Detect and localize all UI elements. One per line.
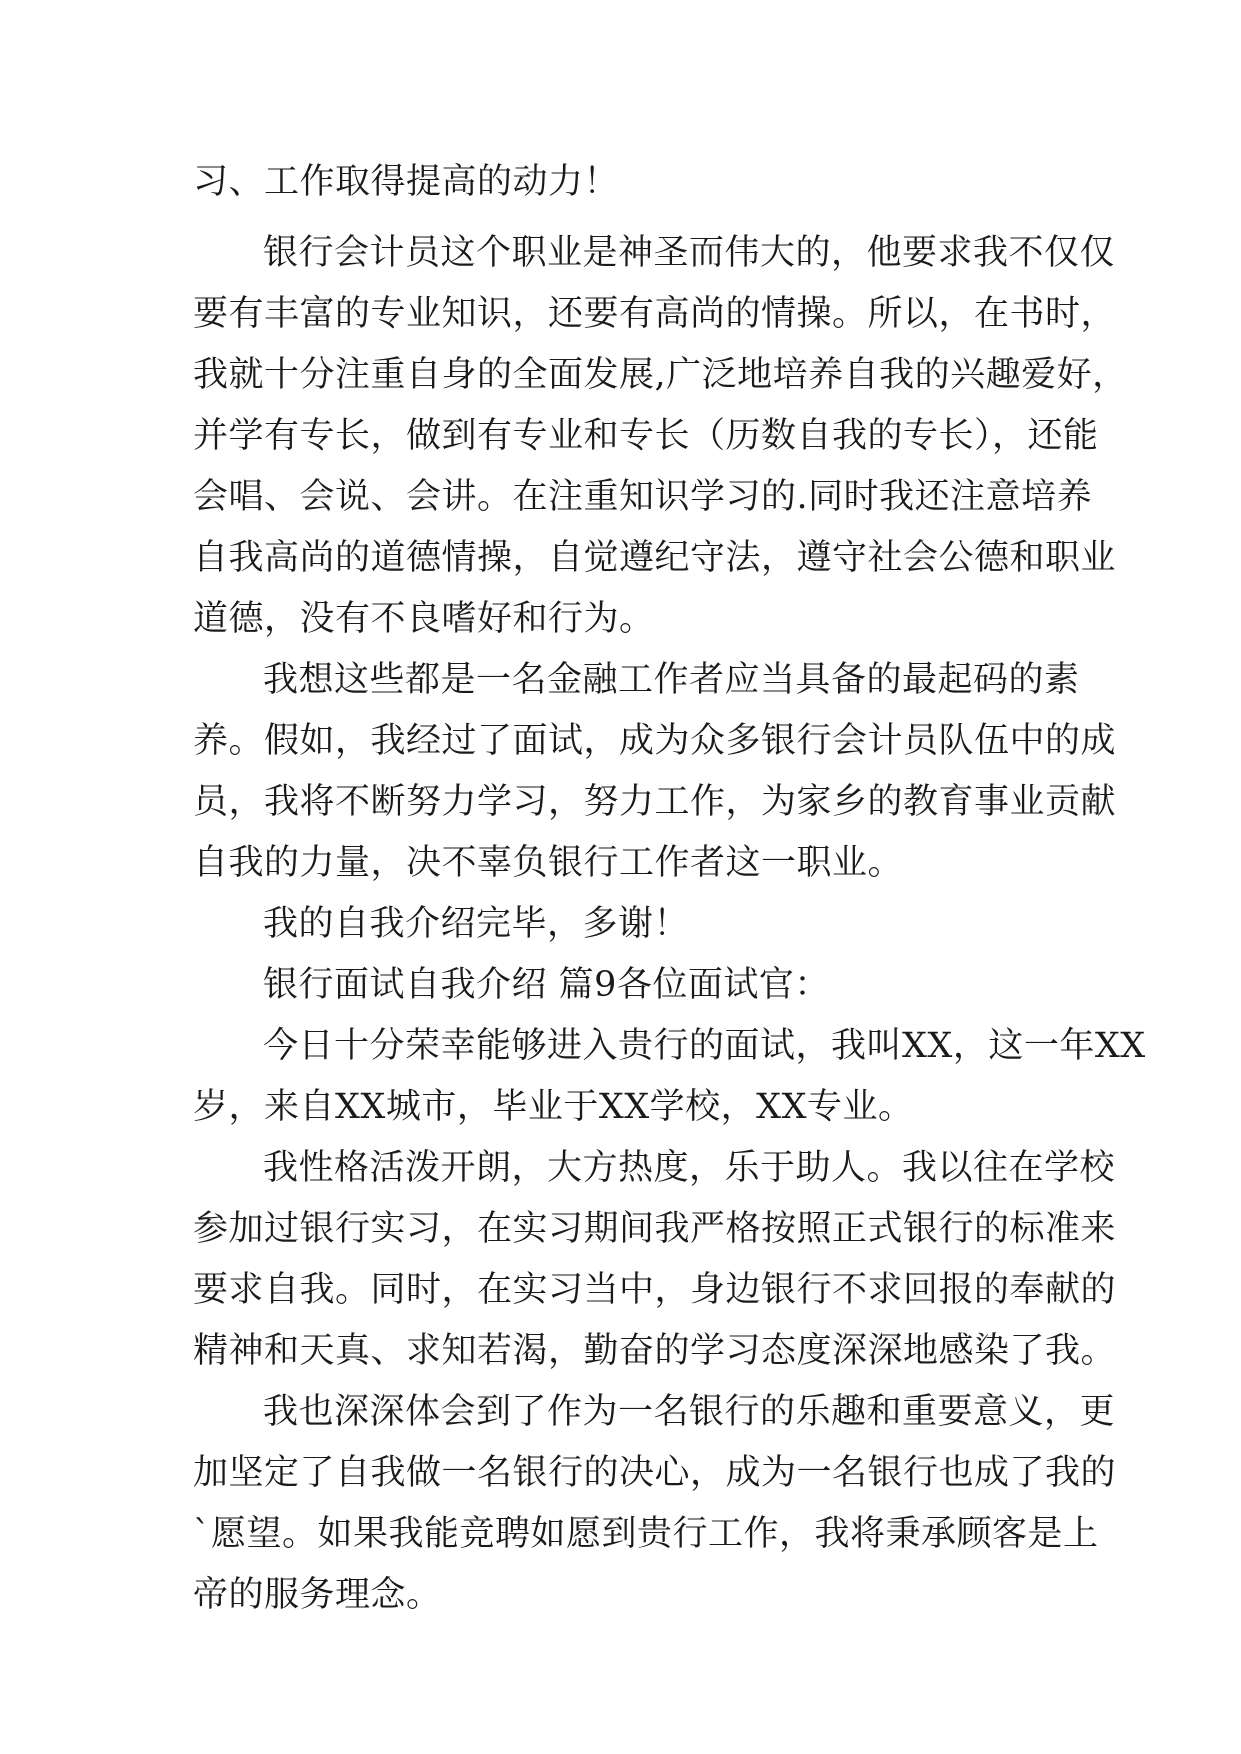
text-line: 自我高尚的道德情操，自觉遵纪守法，遵守社会公德和职业: [193, 538, 1117, 578]
text-line: 要有丰富的专业知识，还要有高尚的情操。所以，在书时，: [193, 294, 1117, 334]
text-line: 要求自我。同时，在实习当中，身边银行不求回报的奉献的: [193, 1270, 1117, 1310]
text-line: 习、工作取得提高的动力！: [193, 162, 620, 202]
text-line: 自我的力量，决不辜负银行工作者这一职业。: [193, 843, 904, 883]
body-text: [193, 154, 1146, 1623]
paragraph-start-line: 我也深深体会到了作为一名银行的乐趣和重要意义，更: [263, 1392, 1116, 1432]
section-heading: 银行面试自我介绍 篇9各位面试官：: [263, 965, 830, 1005]
text-line: 员，我将不断努力学习，努力工作，为家乡的教育事业贡献: [193, 782, 1117, 822]
text-line: 道德，没有不良嗜好和行为。: [193, 599, 655, 639]
text-line: 精神和天真、求知若渴，勤奋的学习态度深深地感染了我。: [193, 1331, 1117, 1371]
text-line: 养。假如，我经过了面试，成为众多银行会计员队伍中的成: [193, 721, 1117, 761]
closing-line: 我的自我介绍完毕，多谢！: [263, 904, 690, 944]
paragraph-start-line: 今日十分荣幸能够进入贵行的面试，我叫XX，这一年XX: [263, 1026, 1146, 1066]
paragraph-start-line: 银行会计员这个职业是神圣而伟大的，他要求我不仅仅: [263, 233, 1116, 273]
text-line: 岁，来自XX城市，毕业于XX学校，XX专业。: [193, 1087, 914, 1127]
text-line: 帝的服务理念。: [193, 1575, 442, 1615]
text-line: 加坚定了自我做一名银行的决心，成为一名银行也成了我的: [193, 1453, 1117, 1493]
text-line: 我就十分注重自身的全面发展,广泛地培养自我的兴趣爱好，: [193, 355, 1128, 395]
text-line: 会唱、会说、会讲。在注重知识学习的.同时我还注意培养: [193, 477, 1093, 517]
text-line: 参加过银行实习，在实习期间我严格按照正式银行的标准来: [193, 1209, 1117, 1249]
text-line: `愿望。如果我能竞聘如愿到贵行工作，我将秉承顾客是上: [193, 1514, 1099, 1554]
text-line: 并学有专长，做到有专业和专长（历数自我的专长），还能: [193, 416, 1099, 456]
paragraph-start-line: 我性格活泼开朗，大方热度，乐于助人。我以往在学校: [263, 1148, 1116, 1188]
paragraph-start-line: 我想这些都是一名金融工作者应当具备的最起码的素: [263, 660, 1080, 700]
